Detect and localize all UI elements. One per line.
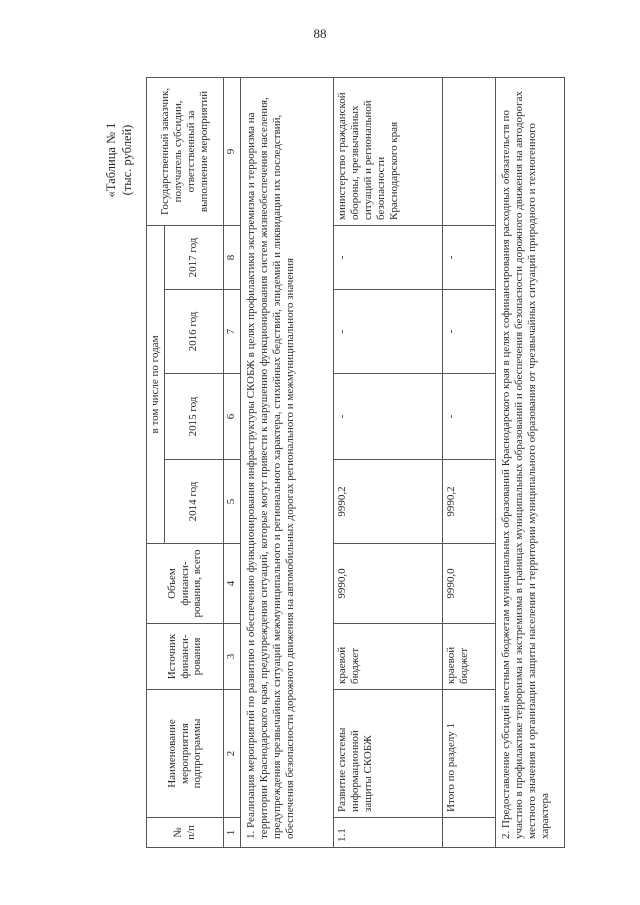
row-2015-value: - [333,374,442,460]
table-caption-units: (тыс. рублей) [119,124,134,196]
total-2015-value: - [442,374,495,460]
column-number: 6 [223,374,240,460]
column-number-row [223,77,240,847]
header-name: Наименование мероприятия подпрограммы [147,690,224,818]
row-name: Развитие системы информационной защиты СКОБЖ [333,690,442,818]
header-2016: 2016 год [164,290,223,374]
table-row [333,77,442,847]
column-number: 7 [223,290,240,374]
total-num [442,818,495,848]
column-number: 1 [223,818,240,848]
row-num: 1.1 [333,818,442,848]
section-1-title: 1. Реализация мероприятий по развитию и обеспечению функционирования инфраструктуры СКОБЖ в целях профилактики экстремизма и терроризма на территории Краснодарского края, предупреждения ситуаций, которые могут привести к нарушению функционирования систем жизнеобеспечения населения, предупреждения чрезвычайных ситуаций межмуниципального и регионального характера, стихийных бедствий, эпидемий и ликвидации их последствий, обеспечения безопасности дорожного движения на автомобильных дорогах регионального и межмуниципального значения [240,77,333,847]
total-2016-value: - [442,290,495,374]
table-caption [104,80,135,240]
row-2017-value: - [333,225,442,289]
financing-table [146,77,565,848]
section-2-row [495,77,564,847]
column-number: 2 [223,690,240,818]
table-caption-title: «Таблица № 1 [104,122,118,198]
column-number: 5 [223,460,240,544]
column-number: 4 [223,544,240,624]
header-customer: Государственный заказчик, получатель субсидии, ответственный за выполнение мероприятий [147,77,224,225]
section-1-row [240,77,333,847]
column-number: 3 [223,624,240,690]
header-2015: 2015 год [164,374,223,460]
row-total-value: 9990,0 [333,544,442,624]
row-source: краевой бюджет [333,624,442,690]
column-number: 8 [223,225,240,289]
rotated-sheet [104,70,584,870]
header-2017: 2017 год [164,225,223,289]
total-2017-value: - [442,225,495,289]
total-2014-value: 9990,2 [442,460,495,544]
header-source: Источник финанси-рования [147,624,224,690]
row-customer: министерство гражданской обороны, чрезвычайных ситуаций и региональной безопасности Краснодарского края [333,77,442,225]
total-name: Итого по разделу 1 [442,690,495,818]
header-volume: Объем финанси-рования, всего [147,544,224,624]
column-number: 9 [223,77,240,225]
total-customer [442,77,495,225]
page-number: 88 [313,26,327,41]
section-2-title: 2. Предоставление субсидий местным бюджетам муниципальных образований Краснодарского края в целях софинансирования расходных обязательств по участию в профилактике терроризма и экстремизма в границах муниципальных образований и обеспечения безопасности дорожного движения на автодорогах местного значения и организации защиты населения и территории муниципального образования от чрезвычайных ситуаций природного и техногенного характера [495,77,564,847]
header-2014: 2014 год [164,460,223,544]
row-2016-value: - [333,290,442,374]
row-2014-value: 9990,2 [333,460,442,544]
header-by-year: в том числе по годам [147,225,165,543]
total-source: краевой бюджет [442,624,495,690]
table-row-total [442,77,495,847]
header-row-1 [147,77,165,847]
header-num: № п/п [147,818,224,848]
total-value: 9990,0 [442,544,495,624]
